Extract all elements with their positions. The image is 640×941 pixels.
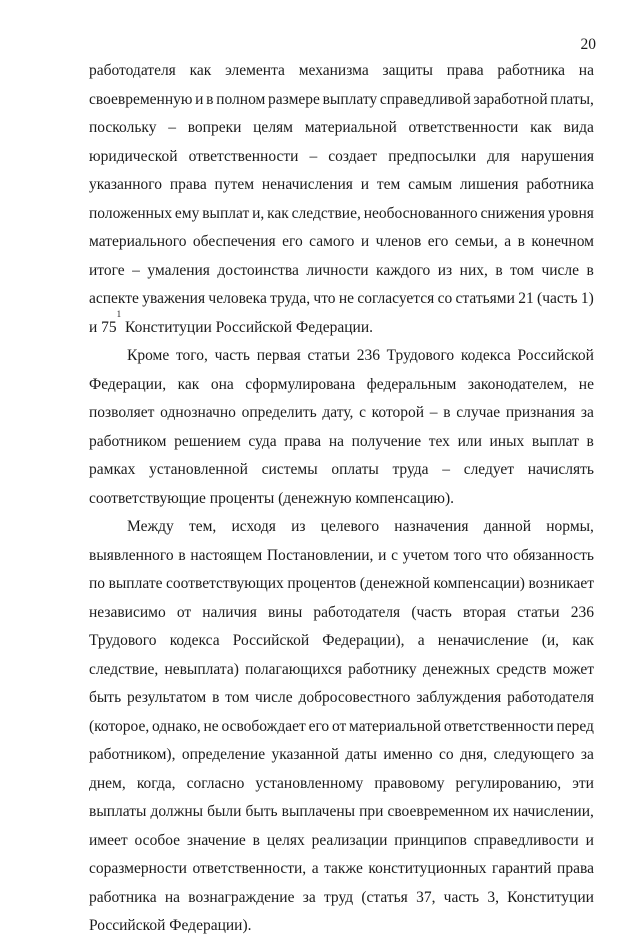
text-line: работником), определение указанной даты именно со дня, следующего за — [89, 746, 594, 763]
text-line: указанного права путем неначисления и тем самым лишения работника — [89, 176, 594, 193]
text-line: поскольку – вопреки целям материальной ответственности как вида — [89, 119, 594, 136]
text-line: имеет особое значение в целях реализации принципов справедливости и — [89, 831, 594, 849]
text-line: (которое, однако, не освобождает его от материальной ответственности перед — [89, 717, 594, 735]
text-line: независимо от наличия вины работодателя (часть вторая статьи 236 — [89, 603, 594, 621]
text-line: работодателя как элемента механизма защиты права работника на — [89, 62, 594, 79]
text-line: положенных ему выплат и, как следствие, необоснованного снижения уровня — [89, 204, 594, 222]
paragraph — [89, 342, 594, 513]
text-line: позволяет однозначно определить дату, с которой – в случае признания за — [89, 404, 594, 421]
text-line: быть результатом в том числе добросовестного заблуждения работодателя — [89, 689, 594, 706]
text-line: днем, когда, согласно установленному правовому регулированию, эти — [89, 774, 594, 792]
text-line: выявленного в настоящем Постановлении, и с учетом того что обязанность — [89, 546, 594, 564]
text-line: следствие, невыплата) полагающихся работнику денежных средств может — [89, 660, 594, 678]
text-line: Российской Федерации). — [89, 917, 252, 934]
text-line: рамках установленной системы оплаты труда – следует начислять — [89, 461, 594, 478]
paragraph — [89, 513, 594, 941]
text-line: Федерации, как она сформулирована федеральным законодателем, не — [89, 375, 594, 393]
text-line: Трудового кодекса Российской Федерации), а неначисление (и, как — [89, 632, 594, 649]
text-line: итоге – умаления достоинства личности каждого из них, в том числе в — [89, 261, 594, 279]
text-line: своевременную и в полном размере выплату справедливой заработной платы, — [89, 90, 594, 108]
paragraph — [89, 57, 594, 342]
text-line: работником решением суда права на получение тех или иных выплат в — [89, 432, 594, 450]
text-line: работника на вознаграждение за труд (статья 37, часть 3, Конституции — [89, 888, 594, 906]
text-line: аспекте уважения человека труда, что не согласуется со статьями 21 (часть 1) — [89, 290, 594, 307]
text-line: юридической ответственности – создает предпосылки для нарушения — [89, 147, 594, 165]
text-line: и 75 1 Конституции Российской Федерации. — [89, 314, 594, 343]
superscript: 1 — [116, 308, 122, 319]
text-line: по выплате соответствующих процентов (денежной компенсации) возникает — [89, 575, 594, 592]
page-number: 20 — [580, 36, 596, 53]
text-line: Кроме того, часть первая статьи 236 Трудового кодекса Российской — [127, 347, 594, 364]
text-line: Между тем, исходя из целевого назначения данной нормы, — [127, 518, 594, 535]
text-line: материального обеспечения его самого и членов его семьи, а в конечном — [89, 233, 594, 250]
text-line: соразмерности ответственности, а также конституционных гарантий права — [89, 860, 594, 877]
text-line: соответствующие проценты (денежную компенсацию). — [89, 489, 455, 507]
text-line: выплаты должны были быть выплачены при своевременном их начислении, — [89, 803, 594, 820]
body-text — [89, 57, 594, 941]
